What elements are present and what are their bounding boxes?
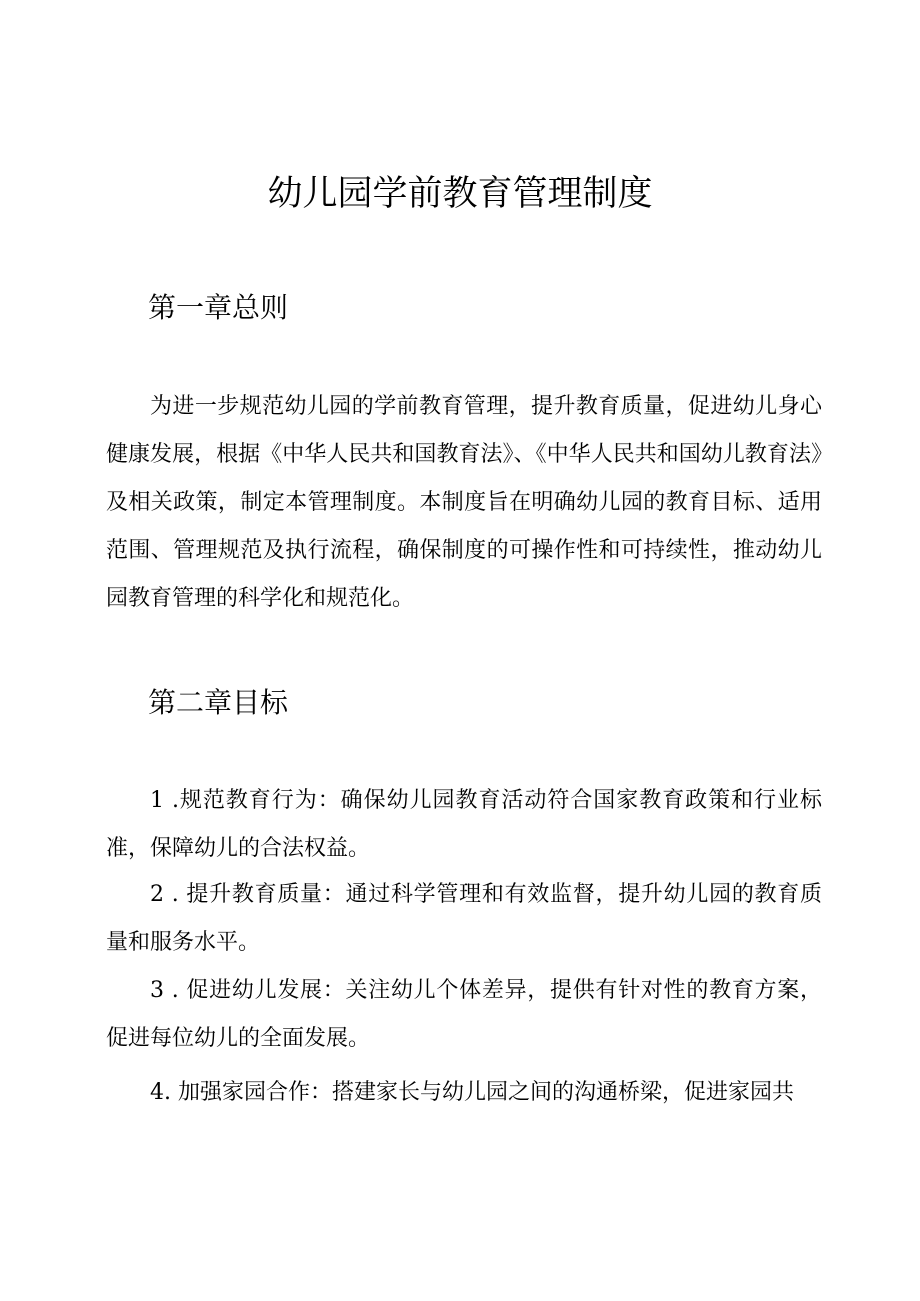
document-title: 幼儿园学前教育管理制度 bbox=[267, 174, 653, 214]
goal-item-2: 2 . 提升教育质量：通过科学管理和有效监督，提升幼儿园的教育质量和服务水平。 bbox=[106, 882, 822, 955]
goal-item-3: 3 . 促进幼儿发展：关注幼儿个体差异，提供有针对性的教育方案，促进每位幼儿的全面发展。 bbox=[106, 978, 822, 1051]
chapter-2-heading: 第二章目标 bbox=[148, 686, 289, 719]
goal-item-4: 4. 加强家园合作：搭建家长与幼儿园之间的沟通桥梁，促进家园共 bbox=[150, 1080, 794, 1105]
chapter-1-paragraph: 为进一步规范幼儿园的学前教育管理，提升教育质量，促进幼儿身心健康发展，根据《中华人民共和国教育法》、《中华人民共和国幼儿教育法》及相关政策，制定本管理制度。本制度旨在明确幼儿园的教育目标、适用范围、管理规范及执行流程，确保制度的可操作性和可持续性，推动幼儿园教育管理的科学化和规范化。 bbox=[106, 394, 822, 611]
goal-item-1: 1 .规范教育行为：确保幼儿园教育活动符合国家教育政策和行业标准，保障幼儿的合法权益。 bbox=[106, 788, 822, 861]
chapter-1-heading: 第一章总则 bbox=[148, 291, 289, 324]
